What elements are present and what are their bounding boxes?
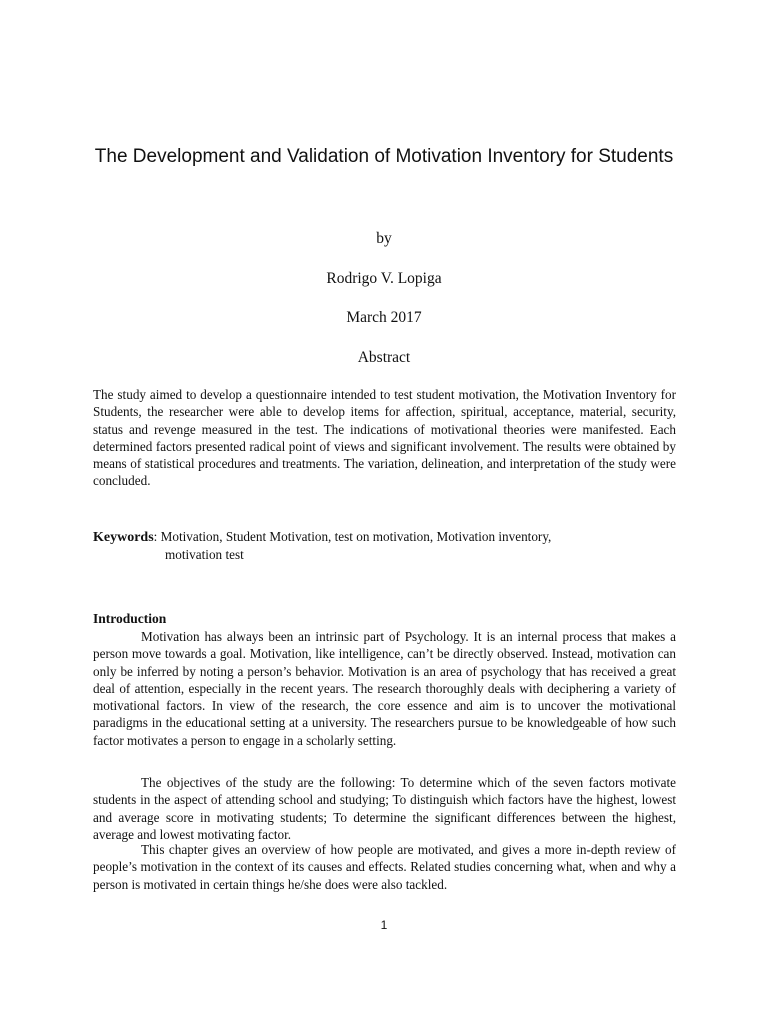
abstract-heading: Abstract: [357, 349, 411, 366]
introduction-heading: Introduction: [93, 611, 167, 626]
page-number: 1: [380, 918, 388, 932]
paper-title: The Development and Validation of Motivation Inventory for Students: [94, 146, 674, 167]
author-name: Rodrigo V. Lopiga: [326, 270, 442, 287]
introduction-paragraph-1: Motivation has always been an intrinsic part of Psychology. It is an internal process that makes a person move towards a goal. Motivation, like intelligence, can’t be directly observed. Instead, motivation can only be inferred by noting a person’s behavior. Motivation is an area of psychology that has received a great deal of attention, especially in the recent years. The research thoroughly deals with deciphering a variety of motivational factors. In view of the research, the core essence and aim is to uncover the motivational paradigms in the educational setting at a university. The researchers pursue to be knowledgeable of how such factor motivates a person to engage in a scholarly setting.: [93, 629, 676, 748]
introduction-paragraph-2: The objectives of the study are the following: To determine which of the seven factors motivate students in the aspect of attending school and studying; To distinguish which factors have the highest, lowest and average score in motivating students; To determine the significant differences between the highest, average and lowest motivating factor.: [93, 775, 676, 842]
keywords-text-line2: motivation test: [165, 547, 244, 563]
keywords-block: [93, 528, 676, 564]
abstract-text: The study aimed to develop a questionnaire intended to test student motivation, the Motivation Inventory for Students, the researcher were able to develop items for affection, spiritual, acceptance, material, security, status and revenge measured in the test. The indications of motivational theories were manifested. Each determined factors presented radical point of views and significant involvement. The results were obtained by means of statistical procedures and treatments. The variation, delineation, and interpretation of the study were concluded.: [93, 387, 676, 489]
introduction-paragraph-3: This chapter gives an overview of how people are motivated, and gives a more in-depth review of people’s motivation in the context of its causes and effects. Related studies concerning what, when and why a person is motivated in certain things he/she does were also tackled.: [93, 842, 676, 892]
keywords-text-line1: : Motivation, Student Motivation, test on motivation, Motivation inventory,: [153, 529, 552, 544]
publication-date: March 2017: [346, 309, 422, 326]
keywords-label: Keywords: [93, 530, 154, 545]
by-line: by: [376, 230, 392, 247]
